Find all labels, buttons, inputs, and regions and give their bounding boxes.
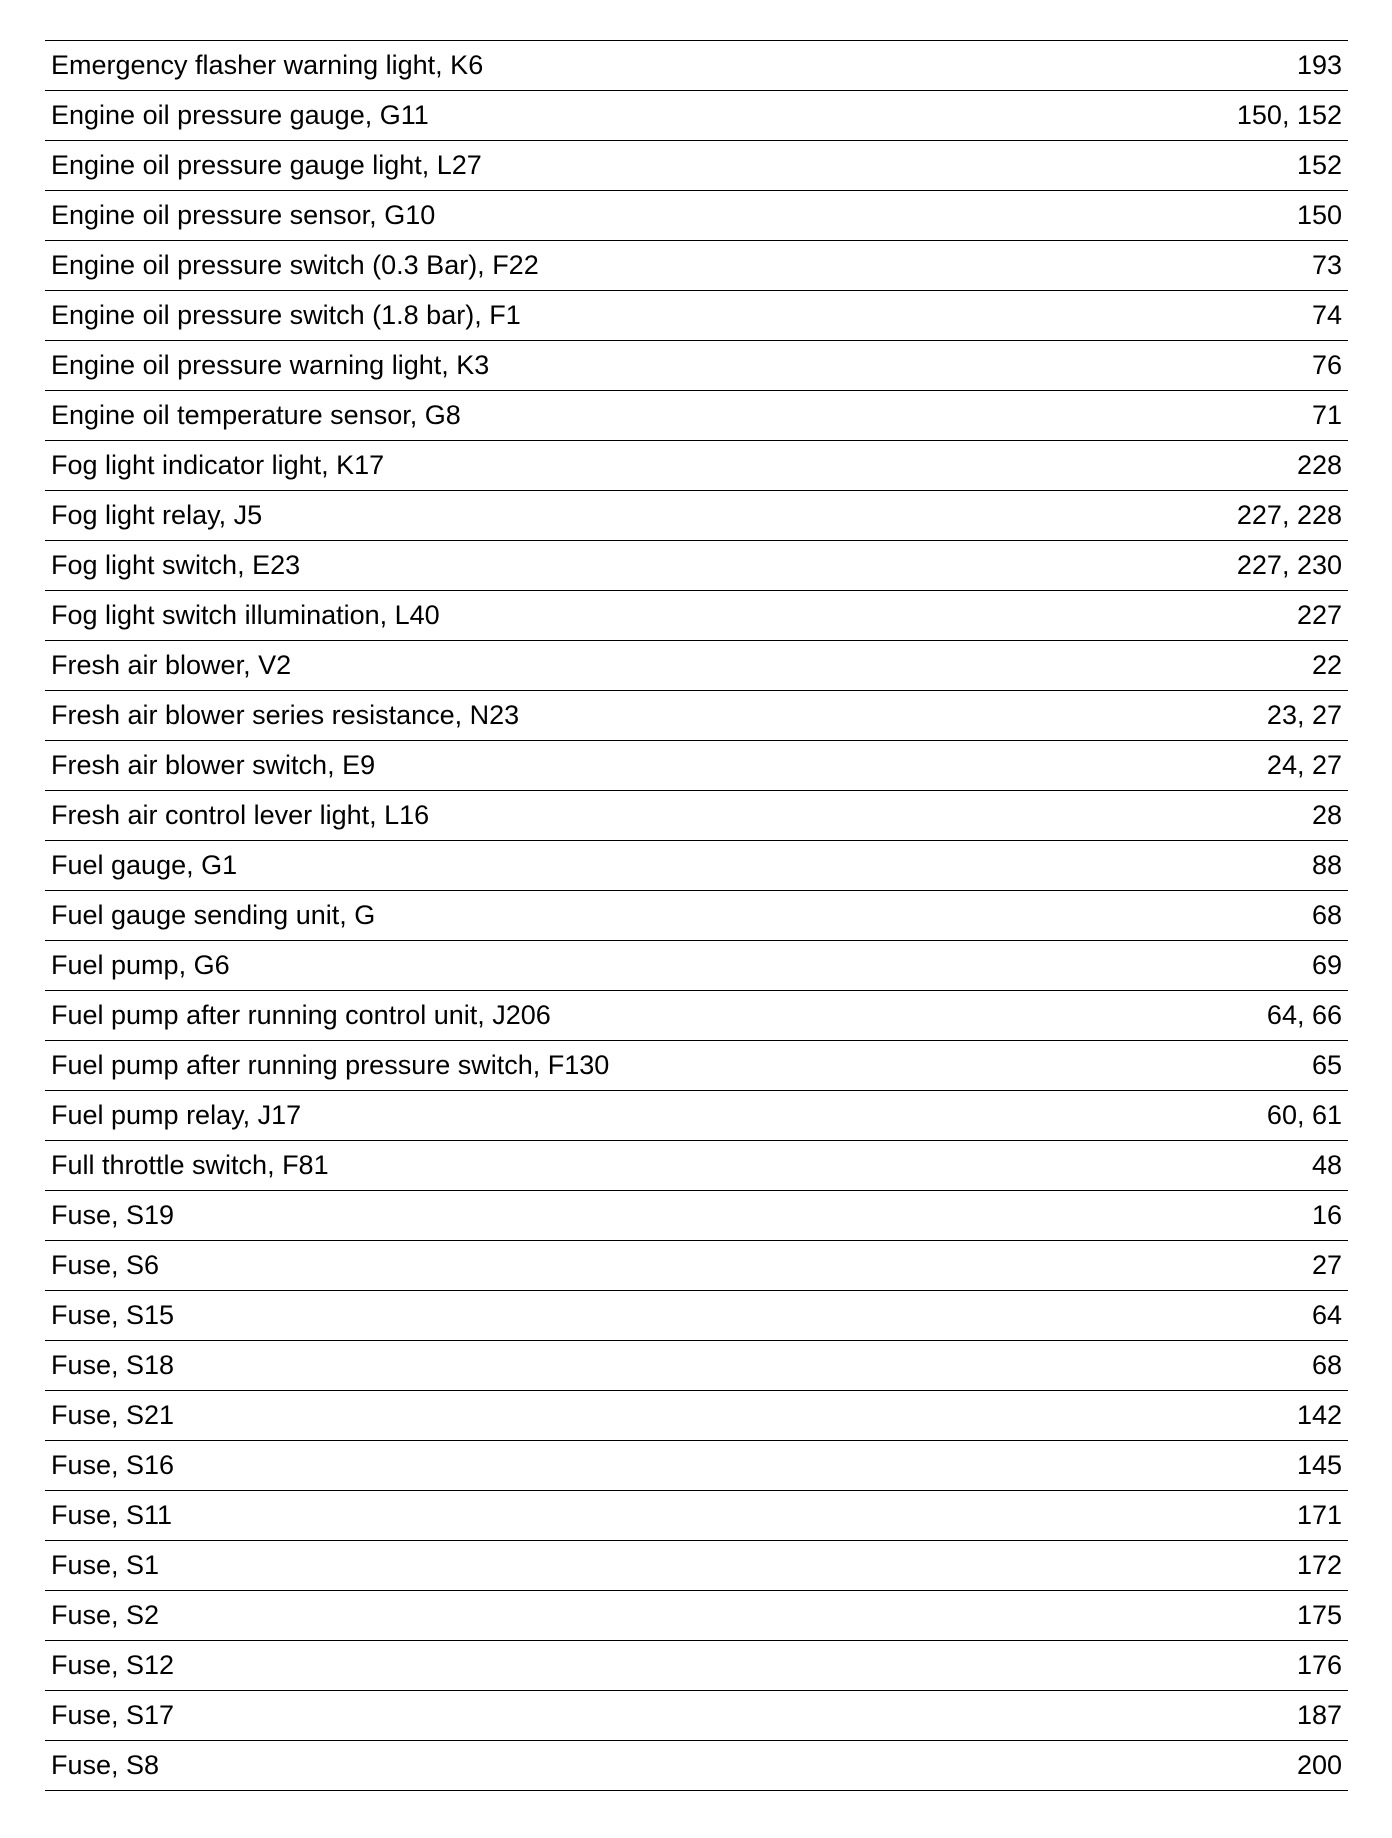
table-row xyxy=(45,1391,1348,1441)
table-row xyxy=(45,491,1348,541)
entry-label: Fresh air blower series resistance, N23 xyxy=(51,700,520,730)
entry-pages: 176 xyxy=(1296,1650,1342,1680)
table-row xyxy=(45,1541,1348,1591)
entry-label: Fuel pump, G6 xyxy=(51,950,230,980)
entry-pages: 71 xyxy=(1311,400,1342,430)
table-row xyxy=(45,391,1348,441)
entry-pages: 187 xyxy=(1296,1700,1342,1730)
entry-label: Fuse, S6 xyxy=(51,1250,160,1280)
table-row xyxy=(45,1091,1348,1141)
entry-pages: 227 xyxy=(1296,600,1342,630)
table-row xyxy=(45,1141,1348,1191)
entry-label: Fresh air blower switch, E9 xyxy=(51,750,376,780)
entry-label: Fuel pump after running pressure switch, F130 xyxy=(51,1050,610,1080)
table-row xyxy=(45,1441,1348,1491)
table-row xyxy=(45,891,1348,941)
entry-label: Fresh air control lever light, L16 xyxy=(51,800,430,830)
entry-pages: 88 xyxy=(1311,850,1342,880)
table-row xyxy=(45,541,1348,591)
entry-pages: 228 xyxy=(1296,450,1342,480)
entry-pages: 175 xyxy=(1296,1600,1342,1630)
table-row xyxy=(45,141,1348,191)
table-row xyxy=(45,1191,1348,1241)
entry-pages: 227, 230 xyxy=(1236,550,1342,580)
entry-label: Fuel gauge, G1 xyxy=(51,850,238,880)
table-row xyxy=(45,941,1348,991)
entry-label: Fuse, S8 xyxy=(51,1750,160,1780)
entry-label: Full throttle switch, F81 xyxy=(51,1150,329,1180)
entry-pages: 48 xyxy=(1311,1150,1342,1180)
table-row xyxy=(45,1041,1348,1091)
entry-label: Fuse, S11 xyxy=(51,1500,173,1530)
entry-pages: 74 xyxy=(1311,300,1342,330)
table-row xyxy=(45,841,1348,891)
table-row xyxy=(45,1241,1348,1291)
entry-label: Fresh air blower, V2 xyxy=(51,650,292,680)
table-row xyxy=(45,791,1348,841)
entry-label: Fuse, S21 xyxy=(51,1400,175,1430)
entry-pages: 150, 152 xyxy=(1236,100,1342,130)
entry-pages: 172 xyxy=(1296,1550,1342,1580)
entry-label: Fog light indicator light, K17 xyxy=(51,450,385,480)
entry-pages: 73 xyxy=(1311,250,1342,280)
entry-label: Fuse, S15 xyxy=(51,1300,175,1330)
table-row xyxy=(45,291,1348,341)
entry-label: Fuse, S19 xyxy=(51,1200,175,1230)
entry-label: Fuse, S18 xyxy=(51,1350,175,1380)
entry-pages: 64, 66 xyxy=(1266,1000,1342,1030)
entry-label: Fuel pump after running control unit, J206 xyxy=(51,1000,551,1030)
table-row xyxy=(45,991,1348,1041)
table-row xyxy=(45,1291,1348,1341)
entry-label: Engine oil pressure switch (1.8 bar), F1 xyxy=(51,300,521,330)
entry-label: Fuse, S12 xyxy=(51,1650,175,1680)
table-row xyxy=(45,191,1348,241)
index-table xyxy=(45,40,1348,1791)
table-row xyxy=(45,691,1348,741)
table-row xyxy=(45,641,1348,691)
entry-pages: 68 xyxy=(1311,900,1342,930)
table-row xyxy=(45,1691,1348,1741)
entry-label: Engine oil pressure warning light, K3 xyxy=(51,350,490,380)
entry-pages: 23, 27 xyxy=(1266,700,1342,730)
entry-pages: 68 xyxy=(1311,1350,1342,1380)
entry-pages: 24, 27 xyxy=(1266,750,1342,780)
table-row xyxy=(45,1341,1348,1391)
entry-pages: 28 xyxy=(1311,800,1342,830)
table-row xyxy=(45,441,1348,491)
entry-pages: 193 xyxy=(1296,50,1342,80)
entry-pages: 142 xyxy=(1296,1400,1342,1430)
entry-pages: 227, 228 xyxy=(1236,500,1342,530)
table-row xyxy=(45,241,1348,291)
table-row xyxy=(45,741,1348,791)
entry-pages: 65 xyxy=(1311,1050,1342,1080)
entry-label: Fuel gauge sending unit, G xyxy=(51,900,376,930)
entry-pages: 76 xyxy=(1311,350,1342,380)
table-row xyxy=(45,1491,1348,1541)
table-row xyxy=(45,341,1348,391)
entry-pages: 27 xyxy=(1311,1250,1342,1280)
entry-label: Engine oil pressure sensor, G10 xyxy=(51,200,436,230)
entry-pages: 60, 61 xyxy=(1266,1100,1342,1130)
entry-pages: 69 xyxy=(1311,950,1342,980)
entry-pages: 145 xyxy=(1296,1450,1342,1480)
entry-label: Fuse, S2 xyxy=(51,1600,160,1630)
entry-pages: 152 xyxy=(1296,150,1342,180)
table-row xyxy=(45,91,1348,141)
entry-label: Engine oil pressure gauge, G11 xyxy=(51,100,429,130)
entry-label: Emergency flasher warning light, K6 xyxy=(51,50,484,80)
entry-pages: 16 xyxy=(1311,1200,1342,1230)
entry-label: Fuse, S1 xyxy=(51,1550,160,1580)
entry-pages: 200 xyxy=(1296,1750,1342,1780)
table-row xyxy=(45,591,1348,641)
entry-pages: 171 xyxy=(1296,1500,1342,1530)
table-row xyxy=(45,1591,1348,1641)
table-row xyxy=(45,1641,1348,1691)
entry-label: Engine oil pressure switch (0.3 Bar), F22 xyxy=(51,250,539,280)
entry-pages: 64 xyxy=(1311,1300,1342,1330)
entry-label: Engine oil temperature sensor, G8 xyxy=(51,400,461,430)
entry-label: Engine oil pressure gauge light, L27 xyxy=(51,150,482,180)
entry-label: Fuse, S17 xyxy=(51,1700,175,1730)
entry-pages: 150 xyxy=(1296,200,1342,230)
entry-label: Fog light switch illumination, L40 xyxy=(51,600,440,630)
table-row xyxy=(45,1741,1348,1791)
entry-pages: 22 xyxy=(1311,650,1342,680)
entry-label: Fuse, S16 xyxy=(51,1450,175,1480)
entry-label: Fuel pump relay, J17 xyxy=(51,1100,302,1130)
table-row xyxy=(45,41,1348,91)
entry-label: Fog light relay, J5 xyxy=(51,500,263,530)
entry-label: Fog light switch, E23 xyxy=(51,550,301,580)
